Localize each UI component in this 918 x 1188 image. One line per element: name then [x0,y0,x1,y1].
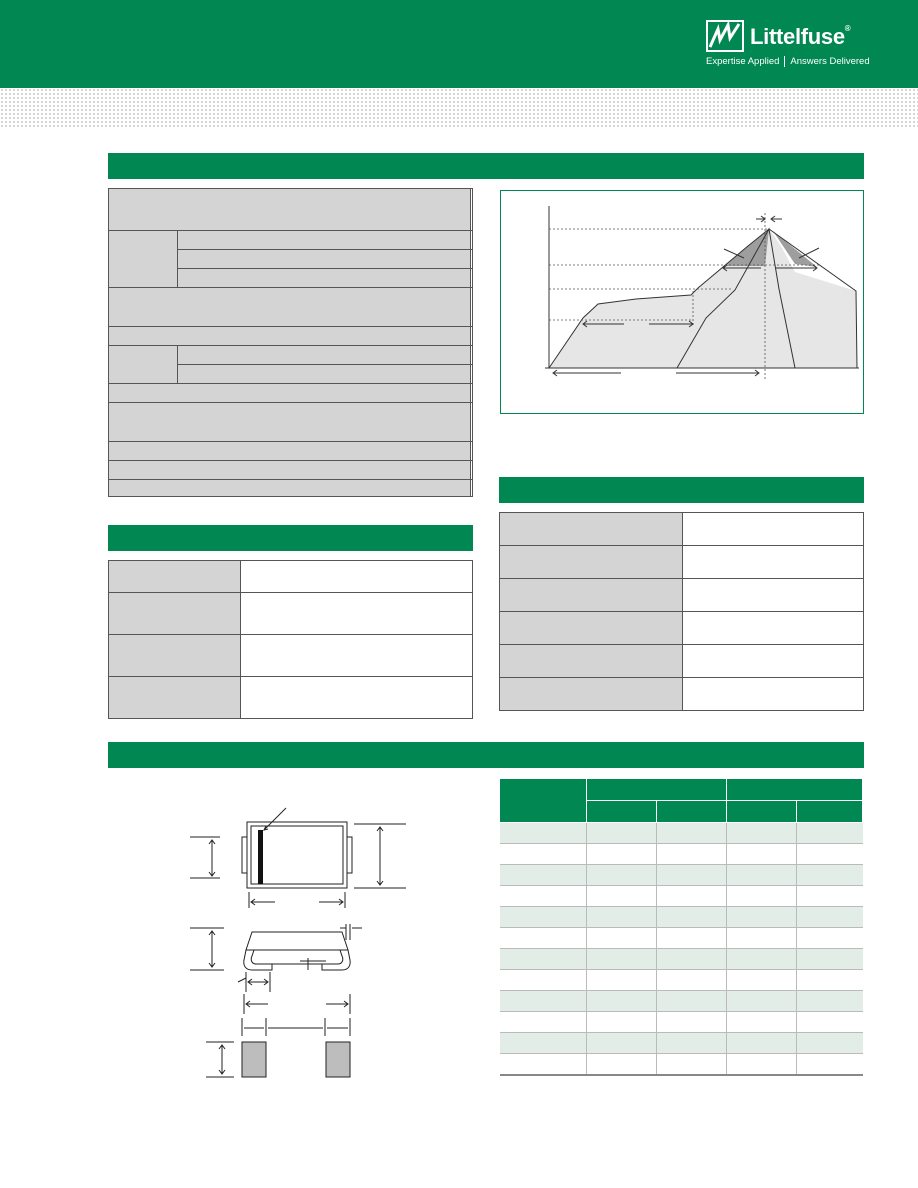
cell [471,231,473,250]
cell [500,513,683,546]
cell [241,677,473,719]
header-cell [587,779,727,801]
header-cell [500,779,587,823]
package-dimensions-drawing [180,800,410,1090]
cell [471,384,473,403]
table-row [500,1054,863,1076]
section-bar-4 [108,742,864,768]
brand-tagline [706,56,870,67]
cell [471,288,473,327]
table-row [500,886,863,907]
section-bar-1 [108,153,864,179]
section-bar-3 [499,477,864,503]
cell [471,442,473,461]
header-cell [587,801,657,823]
cell [241,635,473,677]
cell [471,403,473,442]
header-cell [727,801,797,823]
cell [500,612,683,645]
header-cell [727,779,863,801]
tagline-left: Expertise Applied [706,56,780,68]
cell [683,579,864,612]
registered-mark: ® [844,24,851,33]
right-specs-table [499,512,864,711]
cell [683,612,864,645]
cell [241,593,473,635]
tagline-separator [784,56,785,67]
littelfuse-logo-icon [706,20,744,52]
table-row [500,970,863,991]
cell [109,384,471,403]
cell [178,250,471,269]
cell [471,365,473,384]
cell [109,593,241,635]
cell [471,346,473,365]
cell [109,561,241,593]
cell [109,442,471,461]
brand-name-text: Littelfuse [750,24,845,49]
left-specs-table [108,188,473,497]
cell [109,461,471,480]
cell [500,678,683,711]
cell [109,403,471,442]
reflow-profile-svg [501,191,863,413]
header-cell [797,801,863,823]
cell [109,635,241,677]
dot-pattern-band [0,88,918,128]
cell [109,231,178,288]
section-bar-2 [108,525,473,551]
cell [500,546,683,579]
table-row [500,928,863,949]
cell [471,480,473,497]
table-row [500,865,863,886]
cell [683,645,864,678]
table-row [500,1033,863,1054]
cell [471,461,473,480]
cell [471,327,473,346]
tagline-right: Answers Delivered [790,56,870,68]
left-lower-table [108,560,473,719]
cell [109,189,471,231]
cell [178,231,471,250]
cell [471,250,473,269]
table-row [500,823,863,844]
cell [471,189,473,231]
littelfuse-logo [706,20,870,72]
cell [683,678,864,711]
table-row [500,907,863,928]
cell [683,513,864,546]
cell [241,561,473,593]
cell [500,645,683,678]
cell [178,346,471,365]
cell [109,327,471,346]
cell [500,579,683,612]
cell [109,346,178,384]
table-row [500,949,863,970]
cell [109,677,241,719]
cell [683,546,864,579]
table-row [500,1012,863,1033]
dimensions-table [499,778,863,1076]
header-cell [657,801,727,823]
cell [178,269,471,288]
reflow-profile-chart [500,190,864,414]
table-row [500,991,863,1012]
cell [109,480,471,497]
cell [178,365,471,384]
table-row [500,844,863,865]
brand-name [750,24,850,50]
cell [471,269,473,288]
cell [109,288,471,327]
